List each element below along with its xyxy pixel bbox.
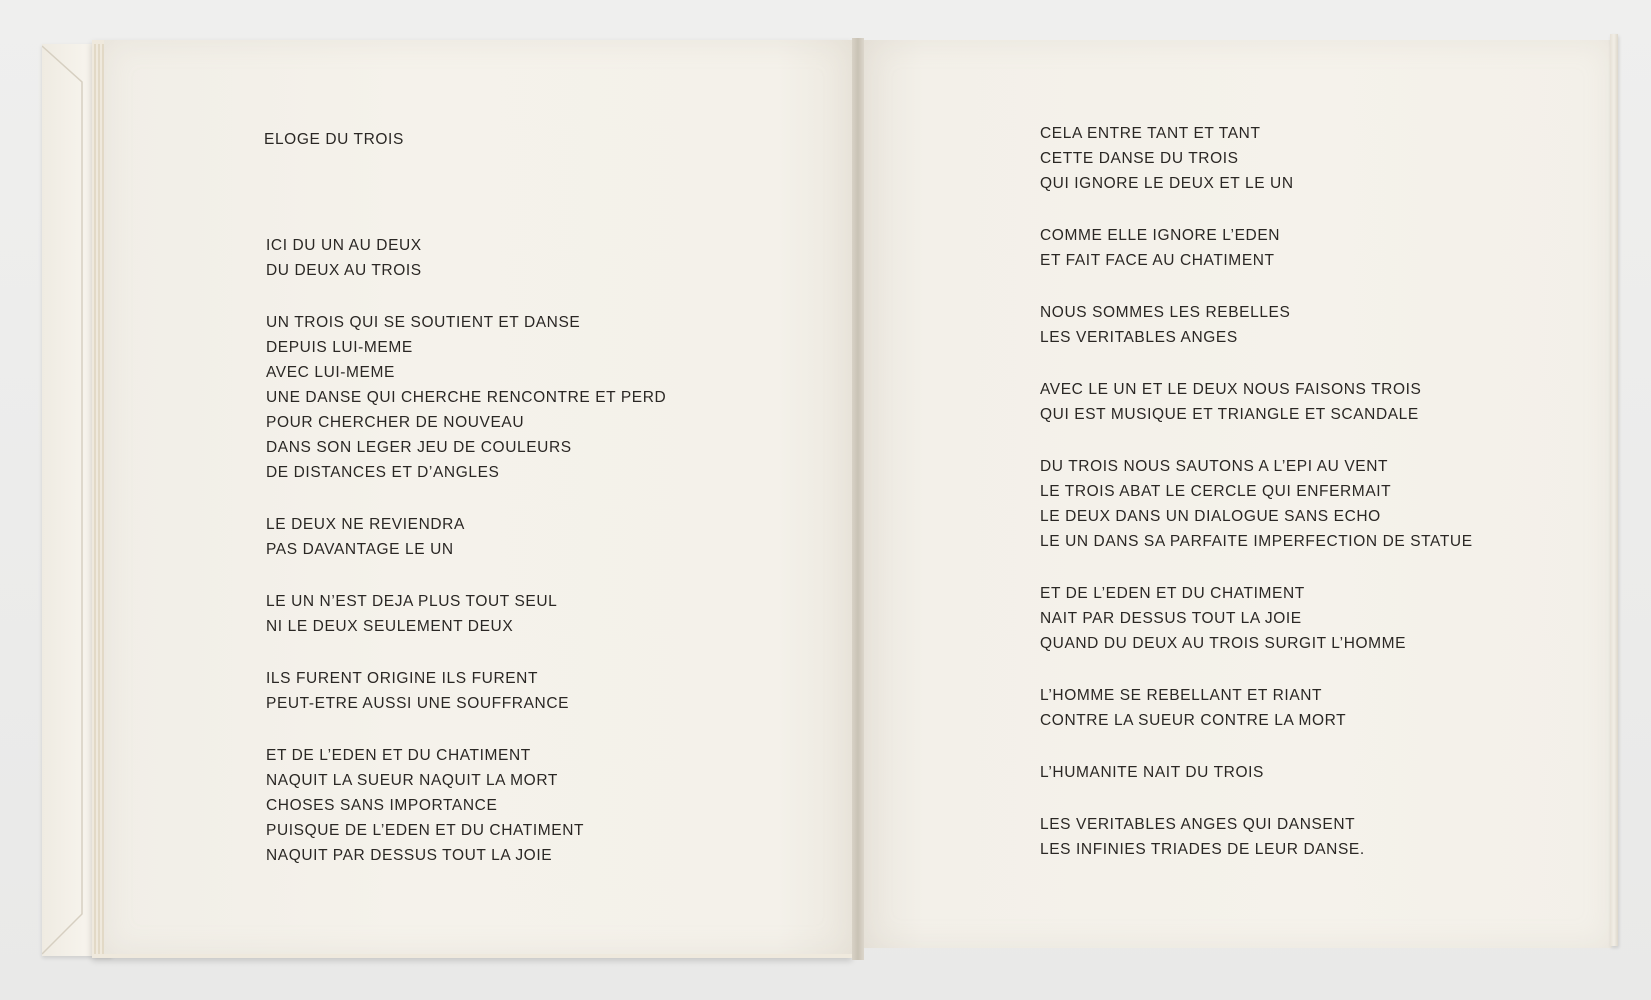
poem-line: UN TROIS QUI SE SOUTIENT ET DANSE xyxy=(266,314,581,331)
stanza-gap xyxy=(1040,733,1473,760)
poem-line: ICI DU UN AU DEUX xyxy=(266,237,422,254)
stanza-gap xyxy=(266,716,666,743)
stanza-gap xyxy=(1040,656,1473,683)
stanza-gap xyxy=(1040,350,1473,377)
poem-line: LES INFINIES TRIADES DE LEUR DANSE. xyxy=(1040,841,1365,858)
poem-line: LES VERITABLES ANGES QUI DANSENT xyxy=(1040,816,1356,833)
stanza-gap xyxy=(266,283,666,310)
poem-line: ET FAIT FACE AU CHATIMENT xyxy=(1040,252,1275,269)
left-page-poem xyxy=(266,233,666,868)
poem-line: NI LE DEUX SEULEMENT DEUX xyxy=(266,618,514,635)
poem-line: LE DEUX NE REVIENDRA xyxy=(266,516,465,533)
stanza-gap xyxy=(266,485,666,512)
right-page-edge xyxy=(1610,34,1618,946)
stanza-gap xyxy=(266,562,666,589)
poem-line: NOUS SOMMES LES REBELLES xyxy=(1040,304,1291,321)
poem-line: AVEC LUI-MEME xyxy=(266,364,395,381)
poem-line: NAQUIT PAR DESSUS TOUT LA JOIE xyxy=(266,847,553,864)
page-edge xyxy=(94,44,96,954)
poem-line: LE UN DANS SA PARFAITE IMPERFECTION DE STATUE xyxy=(1040,533,1473,550)
poem-line: CONTRE LA SUEUR CONTRE LA MORT xyxy=(1040,712,1347,729)
poem-line: COMME ELLE IGNORE L’EDEN xyxy=(1040,227,1281,244)
poem-line: QUI IGNORE LE DEUX ET LE UN xyxy=(1040,175,1294,192)
poem-line: CHOSES SANS IMPORTANCE xyxy=(266,797,498,814)
poem-line: DU TROIS NOUS SAUTONS A L’EPI AU VENT xyxy=(1040,458,1389,475)
poem-line: QUAND DU DEUX AU TROIS SURGIT L’HOMME xyxy=(1040,635,1407,652)
poem-line: PEUT-ETRE AUSSI UNE SOUFFRANCE xyxy=(266,695,570,712)
book-spine xyxy=(852,38,864,960)
stanza-gap xyxy=(1040,785,1473,812)
poem-line: AVEC LE UN ET LE DEUX NOUS FAISONS TROIS xyxy=(1040,381,1422,398)
poem-line: NAIT PAR DESSUS TOUT LA JOIE xyxy=(1040,610,1302,627)
poem-line: UNE DANSE QUI CHERCHE RENCONTRE ET PERD xyxy=(266,389,667,406)
stanza-gap xyxy=(1040,554,1473,581)
poem-line: ET DE L’EDEN ET DU CHATIMENT xyxy=(266,747,531,764)
poem-line: DEPUIS LUI-MEME xyxy=(266,339,413,356)
stanza-gap xyxy=(1040,273,1473,300)
poem-line: LES VERITABLES ANGES xyxy=(1040,329,1238,346)
poem-line: L’HUMANITE NAIT DU TROIS xyxy=(1040,764,1264,781)
poem-line: NAQUIT LA SUEUR NAQUIT LA MORT xyxy=(266,772,558,789)
right-page-poem xyxy=(1040,121,1473,862)
poem-line: DU DEUX AU TROIS xyxy=(266,262,422,279)
stanza-gap xyxy=(1040,196,1473,223)
poem-line: LE TROIS ABAT LE CERCLE QUI ENFERMAIT xyxy=(1040,483,1392,500)
poem-line: LE DEUX DANS UN DIALOGUE SANS ECHO xyxy=(1040,508,1381,525)
poem-line: L’HOMME SE REBELLANT ET RIANT xyxy=(1040,687,1323,704)
poem-line: CELA ENTRE TANT ET TANT xyxy=(1040,125,1261,142)
poem-line: ET DE L’EDEN ET DU CHATIMENT xyxy=(1040,585,1305,602)
poem-line: CETTE DANSE DU TROIS xyxy=(1040,150,1239,167)
poem-line: LE UN N’EST DEJA PLUS TOUT SEUL xyxy=(266,593,558,610)
poem-line: POUR CHERCHER DE NOUVEAU xyxy=(266,414,525,431)
poem-line: ILS FURENT ORIGINE ILS FURENT xyxy=(266,670,539,687)
poem-title: ELOGE DU TROIS xyxy=(264,131,404,148)
poem-line: QUI EST MUSIQUE ET TRIANGLE ET SCANDALE xyxy=(1040,406,1419,423)
page-edge xyxy=(98,44,100,954)
poem-line: PUISQUE DE L’EDEN ET DU CHATIMENT xyxy=(266,822,585,839)
stanza-gap xyxy=(266,639,666,666)
poem-line: DANS SON LEGER JEU DE COULEURS xyxy=(266,439,572,456)
poem-line: PAS DAVANTAGE LE UN xyxy=(266,541,454,558)
stanza-gap xyxy=(1040,427,1473,454)
poem-line: DE DISTANCES ET D’ANGLES xyxy=(266,464,500,481)
